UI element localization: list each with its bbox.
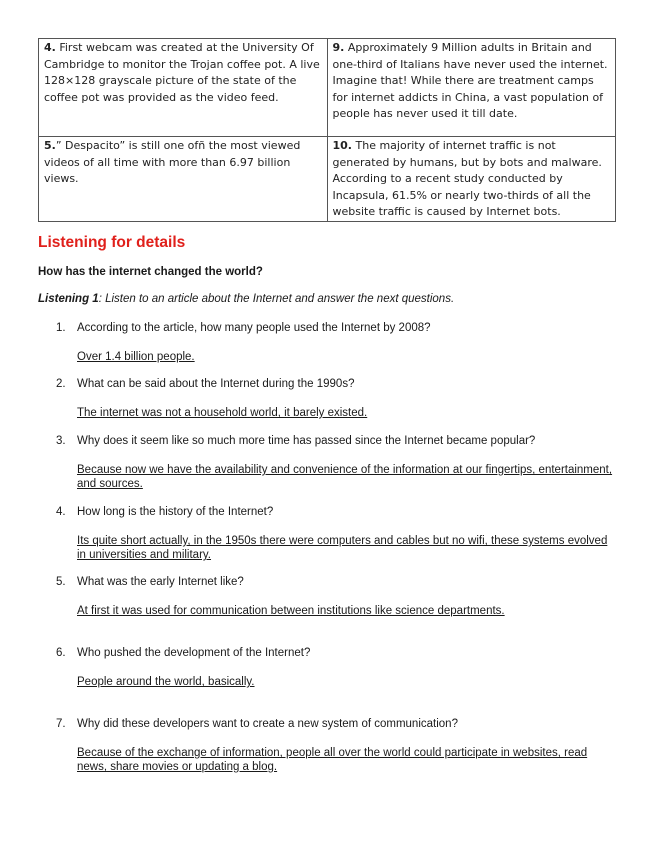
instruction-text: : Listen to an article about the Internet and answer the next questions.	[98, 293, 455, 305]
listening-instruction	[38, 293, 454, 305]
question-number: 5.	[56, 576, 66, 588]
fact-cell	[39, 137, 328, 222]
question-text: What was the early Internet like?	[77, 576, 244, 588]
section-title: Listening for details	[38, 234, 186, 251]
facts-table	[38, 38, 616, 222]
subheading: How has the internet changed the world?	[38, 266, 263, 278]
fact-text: First webcam was created at the University Of Cambridge to monitor the Trojan coffee pot. A live 128×128 grayscale picture of the state of the coffee pot was provided as the video feed.	[44, 41, 320, 104]
question-number: 4.	[56, 506, 66, 518]
question-number: 3.	[56, 435, 66, 447]
question-number: 7.	[56, 718, 66, 730]
fact-number: 10.	[332, 139, 352, 152]
facts-row	[39, 137, 616, 222]
answer-text: Because of the exchange of information, people all over the world could participate in websites, read news, share movies or updating a blog.	[77, 747, 588, 773]
question-text: Who pushed the development of the Internet?	[77, 647, 311, 659]
fact-cell	[327, 137, 616, 222]
answer-text: At first it was used for communication between institutions like science departments.	[77, 605, 505, 617]
instruction-label: Listening 1	[38, 293, 99, 305]
fact-cell	[327, 39, 616, 137]
fact-cell	[39, 39, 328, 137]
answer-text: Because now we have the availability and convenience of the information at our fingertips, entertainment, and sources.	[77, 464, 613, 490]
question-number: 1.	[56, 322, 66, 334]
answer-text: The internet was not a household world, it barely existed.	[77, 407, 368, 419]
fact-number: 4.	[44, 41, 56, 54]
fact-number: 9.	[332, 41, 345, 54]
question-number: 6.	[56, 647, 66, 659]
question-text: Why does it seem like so much more time has passed since the Internet became popular?	[77, 435, 536, 447]
facts-row	[39, 39, 616, 137]
fact-text: The majority of internet traffic is not generated by humans, but by bots and malware. According to a recent study conducted by Incapsula, 61.5% or nearly two-thirds of all the website traffic is caused by Internet bots.	[332, 139, 602, 218]
fact-number: 5.	[44, 139, 56, 152]
question-text: According to the article, how many people used the Internet by 2008?	[77, 322, 431, 334]
fact-text: Approximately 9 Million adults in Britain and one-third of Italians have never used the internet. Imagine that! While there are treatment camps for internet addicts in China, a vast population of people has never used it till date.	[332, 41, 608, 120]
fact-text: ” Despacito” is still one ofñ the most viewed videos of all time with more than 6.97 billion views.	[44, 139, 301, 185]
answer-text: Its quite short actually, in the 1950s there were computers and cables but no wifi, these systems evolved in universities and military.	[77, 535, 608, 561]
answer-text: Over 1.4 billion people.	[77, 351, 195, 363]
question-text: What can be said about the Internet during the 1990s?	[77, 378, 355, 390]
question-number: 2.	[56, 378, 66, 390]
answer-text: People around the world, basically.	[77, 676, 255, 688]
question-text: Why did these developers want to create a new system of communication?	[77, 718, 458, 730]
question-text: How long is the history of the Internet?	[77, 506, 274, 518]
